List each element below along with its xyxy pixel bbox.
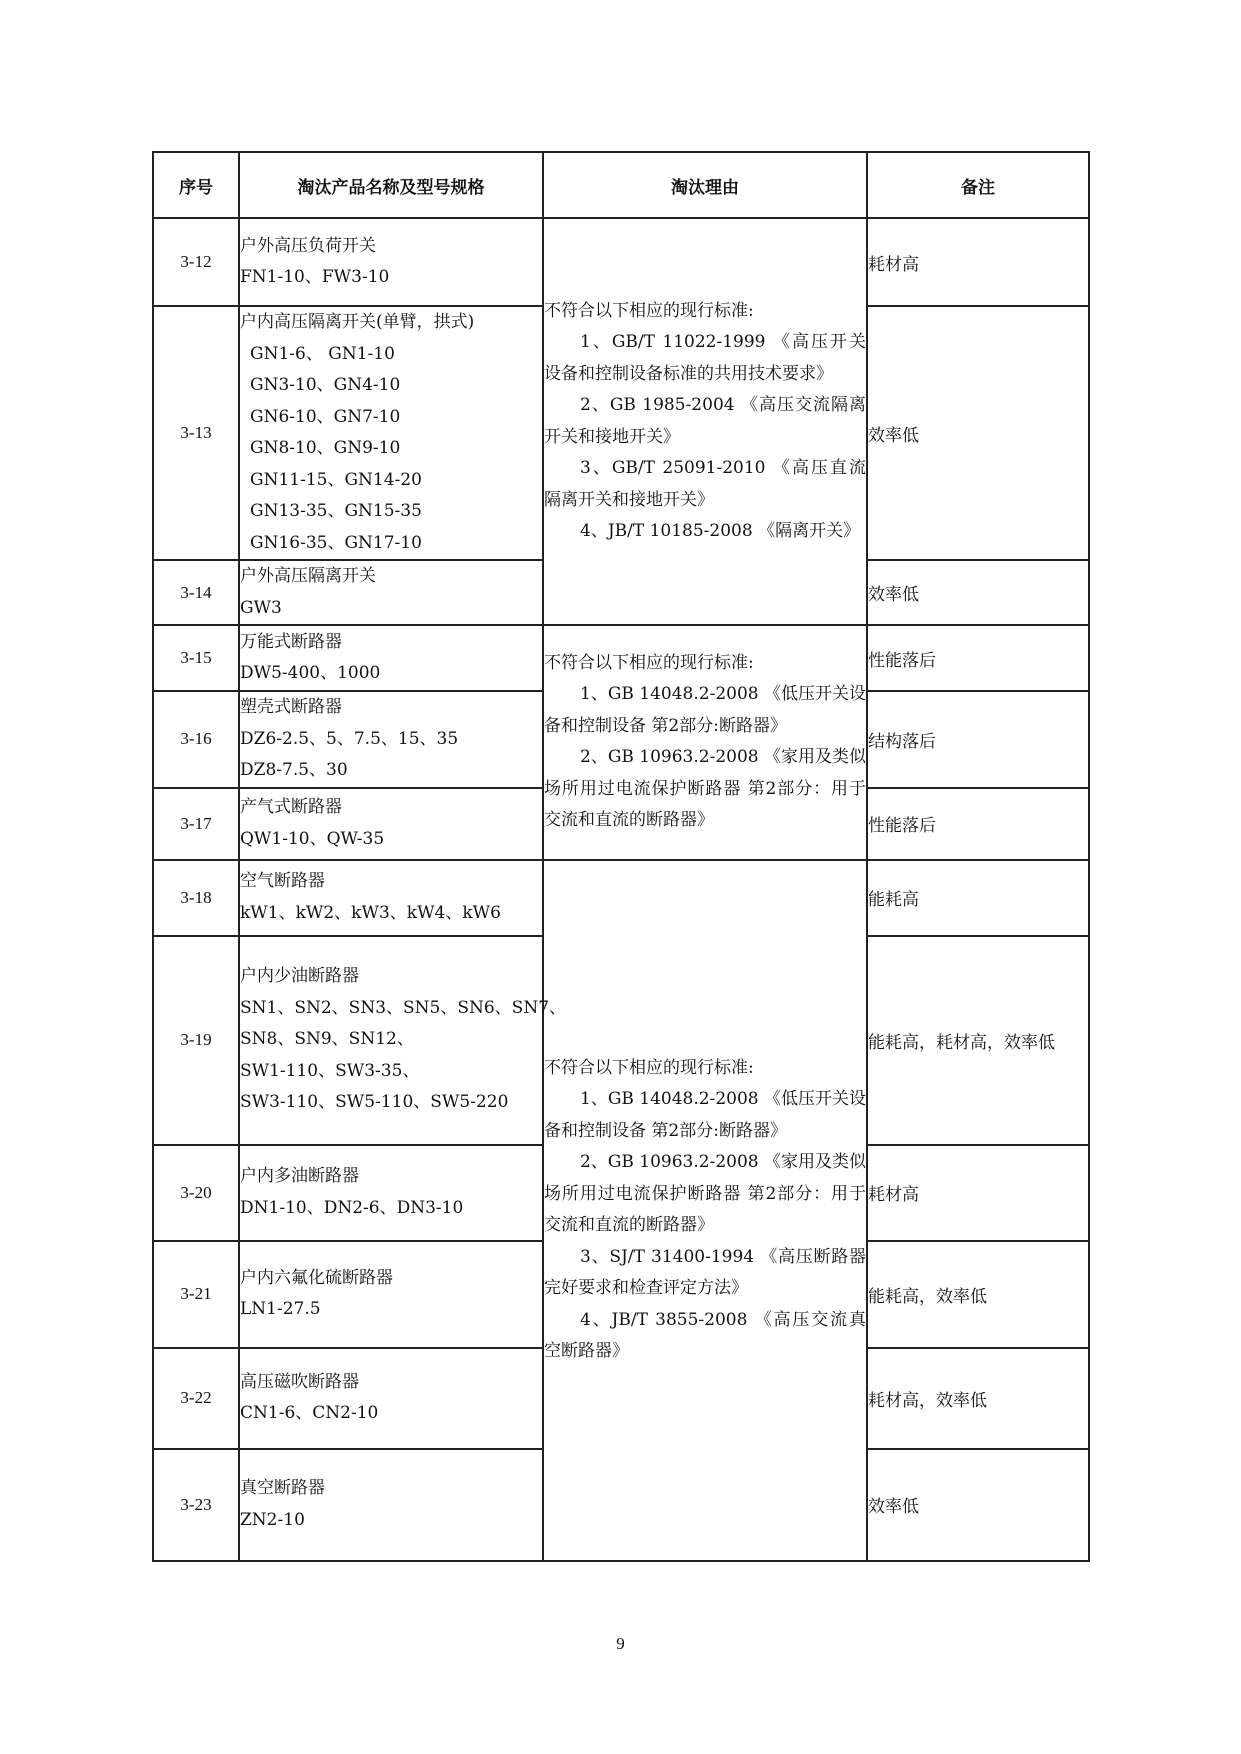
reason-cell <box>543 218 867 625</box>
product-line: DZ8-7.5、30 <box>240 760 348 780</box>
row-number: 3-16 <box>153 691 239 788</box>
product-line: DN1-10、DN2-6、DN3-10 <box>240 1197 464 1218</box>
row-number: 3-18 <box>153 860 239 936</box>
product-line: GN11-15、GN14-20 <box>250 469 422 490</box>
product-line: 户内多油断路器 <box>240 1166 359 1186</box>
product-line: GN3-10、GN4-10 <box>250 375 401 395</box>
product-line: GN13-35、GN15-35 <box>250 501 422 521</box>
reason-cell <box>543 625 867 860</box>
product-line: 户内高压隔离开关(单臂，拱式) <box>240 312 475 332</box>
row-number: 3-13 <box>153 306 239 560</box>
note-cell: 能耗高，效率低 <box>867 1241 1089 1348</box>
product-line: SN8、SN9、SN12、 <box>240 1029 414 1050</box>
reason-intro: 不符合以下相应的现行标准: <box>544 1057 754 1078</box>
page-number: 9 <box>616 1634 625 1653</box>
product-name-cell <box>239 691 543 788</box>
reason-item: 2、GB 10963.2-2008 《家用及类似场所用过电流保护断路器 第2部分：用于交流和直流的断路器》 <box>544 1152 867 1235</box>
header-reason: 淘汰理由 <box>543 152 867 218</box>
product-name-cell <box>239 1241 543 1348</box>
reason-item: 2、GB 1985-2004 《高压交流隔离开关和接地开关》 <box>544 395 866 447</box>
row-number: 3-14 <box>153 560 239 625</box>
product-name-cell <box>239 788 543 860</box>
reason-item: 3、SJ/T 31400-1994 《高压断路器完好要求和检查评定方法》 <box>544 1246 866 1298</box>
product-line: 户内少油断路器 <box>240 966 359 987</box>
table-row <box>153 860 1089 936</box>
note-cell: 效率低 <box>867 1449 1089 1561</box>
product-line: SN1、SN2、SN3、SN5、SN6、SN7、 <box>240 997 567 1018</box>
reason-item: 1、GB 14048.2-2008 《低压开关设备和控制设备 第2部分:断路器》 <box>544 684 867 736</box>
note-cell: 性能落后 <box>867 788 1089 860</box>
product-name-cell <box>239 1145 543 1241</box>
note-cell: 能耗高，耗材高，效率低 <box>867 936 1089 1145</box>
product-name-cell <box>239 560 543 625</box>
product-line: 户外高压隔离开关 <box>240 566 376 586</box>
product-line: 真空断路器 <box>240 1478 325 1498</box>
row-number: 3-23 <box>153 1449 239 1561</box>
row-number: 3-19 <box>153 936 239 1145</box>
product-line: 户外高压负荷开关 <box>240 235 376 256</box>
product-line: 产气式断路器 <box>240 797 342 817</box>
product-line: CN1-6、CN2-10 <box>240 1403 379 1423</box>
note-cell: 性能落后 <box>867 625 1089 691</box>
product-line: GN1-6、 GN1-10 <box>250 343 395 364</box>
note-cell: 耗材高 <box>867 1145 1089 1241</box>
table-row <box>153 625 1089 691</box>
product-name-cell <box>239 936 567 1145</box>
reason-cell <box>543 860 867 1561</box>
product-line: GW3 <box>240 597 282 618</box>
product-name-cell <box>239 306 543 560</box>
note-cell: 耗材高，效率低 <box>867 1348 1089 1449</box>
row-number: 3-15 <box>153 625 239 691</box>
header-name: 淘汰产品名称及型号规格 <box>239 152 543 218</box>
product-line: kW1、kW2、kW3、kW4、kW6 <box>240 902 501 923</box>
row-number: 3-20 <box>153 1145 239 1241</box>
row-number: 3-12 <box>153 218 239 306</box>
product-line: 户内六氟化硫断路器 <box>240 1267 393 1288</box>
reason-intro: 不符合以下相应的现行标准: <box>544 652 754 673</box>
product-line: GN16-35、GN17-10 <box>250 532 422 553</box>
product-name-cell <box>239 860 543 936</box>
reason-item: 4、JB/T 3855-2008 《高压交流真空断路器》 <box>544 1309 866 1361</box>
product-line: QW1-10、QW-35 <box>240 828 385 849</box>
product-line: ZN2-10 <box>240 1509 305 1530</box>
note-cell: 效率低 <box>867 560 1089 625</box>
product-name-cell <box>239 1348 543 1449</box>
product-line: 塑壳式断路器 <box>240 697 342 717</box>
row-number: 3-17 <box>153 788 239 860</box>
table-row <box>153 218 1089 306</box>
product-line: GN6-10、GN7-10 <box>250 406 401 427</box>
product-line: SW1-110、SW3-35、 <box>240 1060 420 1081</box>
product-line: LN1-27.5 <box>240 1299 321 1319</box>
header-no: 序号 <box>153 152 239 218</box>
product-name-cell <box>239 1449 543 1561</box>
row-number: 3-22 <box>153 1348 239 1449</box>
note-cell: 效率低 <box>867 306 1089 560</box>
product-line: DZ6-2.5、5、7.5、15、35 <box>240 728 459 749</box>
product-line: GN8-10、GN9-10 <box>250 438 401 458</box>
product-name-cell <box>239 625 543 691</box>
reason-item: 4、JB/T 10185-2008 《隔离开关》 <box>580 521 861 541</box>
product-name-cell <box>239 218 543 306</box>
reason-item: 1、GB/T 11022-1999 《高压开关设备和控制设备标准的共用技术要求》 <box>544 332 866 384</box>
product-line: SW3-110、SW5-110、SW5-220 <box>240 1092 509 1113</box>
reason-item: 2、GB 10963.2-2008 《家用及类似场所用过电流保护断路器 第2部分：用于交流和直流的断路器》 <box>544 747 867 831</box>
note-cell: 结构落后 <box>867 691 1089 788</box>
product-line: 万能式断路器 <box>240 631 342 652</box>
product-line: 空气断路器 <box>240 871 325 891</box>
product-line: FN1-10、FW3-10 <box>240 267 390 287</box>
eliminated-products-table <box>152 151 1090 1562</box>
table-header-row <box>153 152 1089 218</box>
row-number: 3-21 <box>153 1241 239 1348</box>
reason-item: 3、GB/T 25091-2010 《高压直流隔离开关和接地开关》 <box>544 458 866 510</box>
reason-item: 1、GB 14048.2-2008 《低压开关设备和控制设备 第2部分:断路器》 <box>544 1089 867 1141</box>
product-line: 高压磁吹断路器 <box>240 1371 359 1392</box>
note-cell: 能耗高 <box>867 860 1089 936</box>
reason-intro: 不符合以下相应的现行标准: <box>544 300 754 321</box>
product-line: DW5-400、1000 <box>240 663 381 683</box>
header-note: 备注 <box>867 152 1089 218</box>
note-cell: 耗材高 <box>867 218 1089 306</box>
